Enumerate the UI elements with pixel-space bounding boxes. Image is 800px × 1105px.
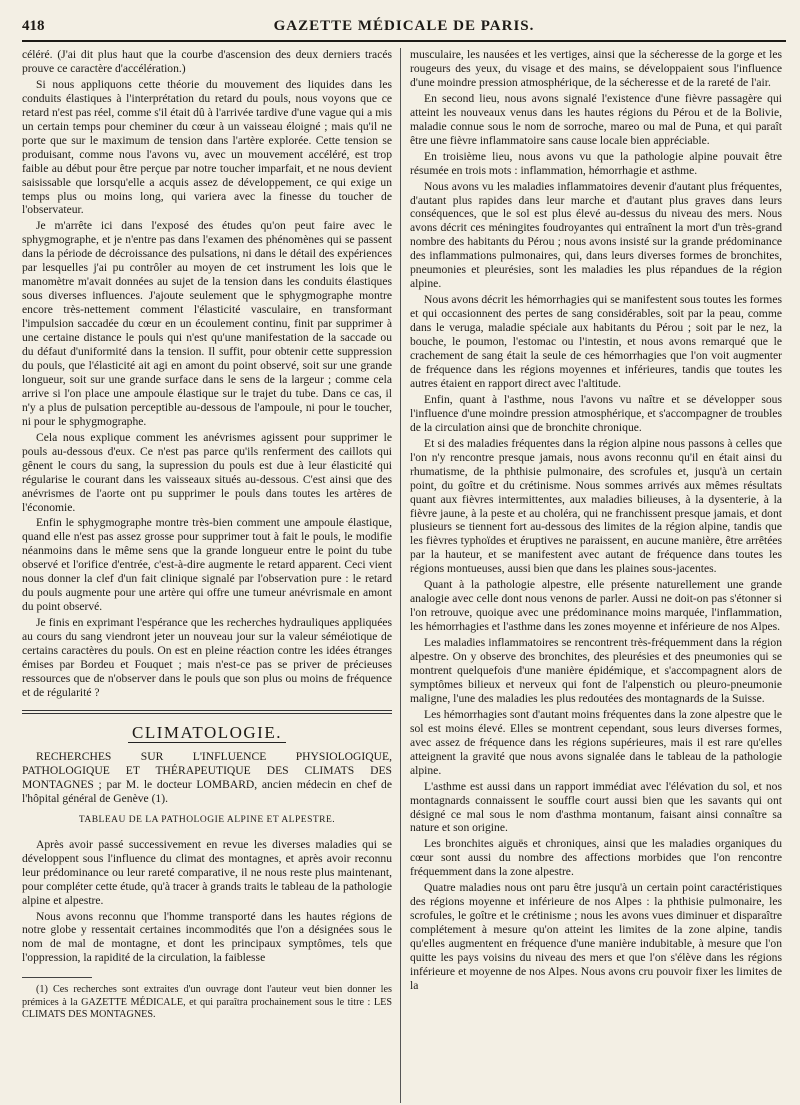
paragraph: En second lieu, nous avons signalé l'existence d'une fièvre passagère qui atteint les nouveaux venus dans les hautes régions du Pérou et de la Bolivie, maladie connue sous le nom de sorroche, mareo ou mal de Puna, et qui paraît être une fièvre inflammatoire sans cause locale bien appréciable.	[410, 91, 782, 147]
page-number: 418	[22, 18, 45, 34]
footnote-divider	[22, 977, 92, 978]
paragraph: Je finis en exprimant l'espérance que les recherches hydrauliques appliquées au cours du sang viendront jeter un nouveau jour sur la valeur séméiotique de certains caractères du pouls. On est en pleine réaction contre les idées étranges émises par Bordeu et Fouquet ; mais n'est-ce pas se priver de précieuses ressources que de n'observer dans le pouls que son plus ou moins de fréquence et de régularité ?	[22, 616, 392, 699]
section-divider	[22, 710, 392, 714]
paragraph: Je m'arrête ici dans l'exposé des études qu'on peut faire avec le sphygmographe, et je n'entre pas dans l'examen des phénomènes qui se passent dans la période de décroissance des pulsations, ni dans le détail des expériences par lesquelles j'ai pu contrôler au moyen de cet instrument les lois que le manomètre m'avait données au sujet de la tension dans les conduits élastiques sous diverses influences. J'ajoute seulement que le sphygmographe montre encore très-nettement comment l'élasticité vasculaire, en transformant l'impulsion saccadée du cœur en un écoulement continu, finit par supprimer à une certaine distance le pouls qui n'est qu'une manifestation de la saccade ou du défaut d'uniformité dans la tension. Il suffit, pour obtenir cette suppression du pouls, que l'élasticité ait agi en amont du point observé, soit sur une grande longueur, soit sur une grande surface dans le sens de la largeur ; comme cela arrive si l'on place une ampoule élastique sur le trajet du tube. Dans ce cas, il n'y a plus de pulsation perceptible au-dessous de l'ampoule, ni pour le toucher, ni pour le sphygmographe.	[22, 219, 392, 428]
paragraph: musculaire, les nausées et les vertiges, ainsi que la sécheresse de la gorge et les rougeurs des yeux, du visage et des mains, se développaient sous l'influence d'une moindre pression atmosphérique, de la sécheresse et de la rareté de l'air.	[410, 48, 782, 89]
paragraph: céléré. (J'ai dit plus haut que la courbe d'ascension des deux derniers tracés prouve ce caractère d'accélération.)	[22, 48, 392, 75]
paragraph: Enfin, quant à l'asthme, nous l'avons vu naître et se développer sous l'influence d'une moindre pression atmosphérique, et s'accompagner de troubles de la circulation ainsi que de bronchite chronique.	[410, 392, 782, 434]
paragraph: Et si des maladies fréquentes dans la région alpine nous passons à celles que l'on n'y rencontre presque jamais, nous avons reconnu qu'il en était ainsi du rhumatisme, de la phthisie pulmonaire, des scrofules et, jusqu'à un certain point, du goître et du crétinisme. Nous sommes arrivés aux mêmes résultats quant aux fièvres intermittentes, aux maladies bilieuses, à la dysenterie, à la fièvre jaune, à la peste et au choléra, qui ne franchissent presque jamais, et dont plusieurs se tiennent fort au-dessous des limites de la région alpine, tandis que les fièvres typhoïdes et éruptives ne paraissent, en aucune manière, être arrêtées par la hauteur, et se manifestent avec autant de fréquence dans toutes les régions montueuses, aussi bien que dans les plaines sous-jacentes.	[410, 436, 782, 576]
paragraph: Nous avons reconnu que l'homme transporté dans les hautes régions de notre globe y ressentait certaines incommodités que l'on a désignées sous le nom de mal de montagne, et dont les principaux symptômes, tels que l'oppression, la rapidité de la circulation, la faiblesse	[22, 909, 392, 965]
article-heading: RECHERCHES SUR L'INFLUENCE PHYSIOLOGIQUE, PATHOLOGIQUE ET THÉRAPEUTIQUE DES CLIMATS DES MONTAGNES ; par M. le docteur LOMBARD, ancien médecin en chef de l'hôpital général de Genève (1).	[22, 749, 392, 805]
paragraph: Les maladies inflammatoires se rencontrent très-fréquemment dans la région alpestre. On y observe des bronchites, des pleurésies et des pneumonies qui se montrent quelquefois d'une manière épidémique, et s'accompagnent alors de symptômes bilieux et nerveux qui font de l'alpenstich ou pleuro-pneumonie maligne, l'une des maladies les plus redoutées des montagnards de la Suisse.	[410, 636, 782, 705]
paragraph: Les hémorrhagies sont d'autant moins fréquentes dans la zone alpestre que le sol est moins élevé. Elles se montrent cependant, sous leurs diverses formes, avec assez de fréquence dans les régions supérieures, mais il est rare qu'elles atteignent la gravité que nous avons signalée dans le tableau de la pathologie alpine.	[410, 707, 782, 777]
paragraph: Enfin le sphygmographe montre très-bien comment une ampoule élastique, quand elle n'est pas assez grosse pour supprimer tout à fait le pouls, le modifie néanmoins dans le même sens que la grande longueur entre le point du tube observé et l'orifice d'entrée, c'est-à-dire augmente le retard apparent. Ceci vient nous donner la clef d'un fait clinique signalé par l'observation pure : le retard du pouls augmente pour une artère qui offre une tumeur anévrismale en amont du point observé.	[22, 516, 392, 614]
paragraph: Après avoir passé successivement en revue les diverses maladies qui se développent sous l'influence du climat des montagnes, et après avoir reconnu leur prédominance ou leur rareté comparative, il ne nous reste plus maintenant, pour compléter cette étude, qu'à tracer à grands traits le tableau de la pathologie alpine et alpestre.	[22, 837, 392, 907]
paragraph: Nous avons décrit les hémorrhagies qui se manifestent sous toutes les formes et qui occasionnent des pertes de sang considérables, soit par la peau, comme dans le veruga, maladie spéciale aux habitants du Pérou ; soit par le nez, la bouche, le poumon, l'estomac ou l'intestin, et nous avons remarqué que le crachement de sang était la seule de ces hémorrhagies que l'on voit augmenter de fréquence dans les régions moyennes et inférieures, tandis que toutes les autres étaient en rapport direct avec l'altitude.	[410, 293, 782, 390]
paragraph: Les bronchites aiguës et chroniques, ainsi que les maladies organiques du cœur sont aussi du nombre des affections morbides que l'on rencontre fréquemment dans la zone alpestre.	[410, 837, 782, 879]
section-title-text: CLIMATOLOGIE.	[128, 723, 286, 743]
paragraph: Quatre maladies nous ont paru être jusqu'à un certain point caractéristiques des régions moyenne et inférieure de nos Alpes : la phthisie pulmonaire, les scrofules, le goître et le crétinisme ; nous les avons vues diminuer et disparaître complétement à mesure qu'on atteint les limites de la zone alpine, tandis qu'elles augmentent en fréquence d'une manière indubitable, à mesure que l'on quitte les pays voisins du niveau des mers et que l'on s'élève dans les régions inférieure et moyenne de nos Alpes. Nous avons cru pouvoir fixer les limites de la	[410, 881, 782, 992]
section-title	[22, 722, 392, 742]
paragraph: Quant à la pathologie alpestre, elle présente naturellement une grande analogie avec celle dont nous venons de parler. Aussi ne doit-on pas s'étonner si l'on retrouve, quoique avec une prédominance moins marquée, l'inflammation, les hémorrhagies et l'asthme dans les zones moyenne et inférieure de nos Alpes.	[410, 578, 782, 634]
footnote: (1) Ces recherches sont extraites d'un ouvrage dont l'auteur veut bien donner les prémices à la GAZETTE MÉDICALE, et qui paraîtra prochainement sous le titre : LES CLIMATS DES MONTAGNES.	[22, 984, 392, 1021]
paragraph: Si nous appliquons cette théorie du mouvement des liquides dans les conduits élastiques à l'interprétation du retard du pouls, nous voyons que ce retard n'est pas réel, comme s'il était dû à l'arrivée tardive d'une vague qui a mis un certain temps pour cheminer du cœur à un vaisseau éloigné ; mais qu'il ne porte que sur le maximum de tension dans l'artère explorée. Cette tension se produisant, comme nous l'avons vu, avec un mouvement accéléré, est trop faible au début pour être perçue par notre toucher imparfait, et ne nous devient saisissable que lorsqu'elle a acquis assez de développement, ce qui exige un temps plus ou moins long, qui variera avec la finesse du toucher de l'observateur.	[22, 77, 392, 217]
right-column	[410, 48, 782, 1100]
paragraph: L'asthme est aussi dans un rapport immédiat avec l'élévation du sol, et nos montagnards connaissent le souffle court aussi bien que les savants qui ont désigné ce mal sous le nom d'asthma montanum, faisant ainsi connaître sa nature et son origine.	[410, 779, 782, 835]
paragraph: En troisième lieu, nous avons vu que la pathologie alpine pouvait être résumée en trois mots : inflammation, hémorrhagie et asthme.	[410, 149, 782, 177]
column-rule	[400, 48, 401, 1103]
page-header	[22, 12, 786, 42]
journal-title: GAZETTE MÉDICALE DE PARIS.	[273, 18, 535, 34]
paragraph: Cela nous explique comment les anévrismes agissent pour supprimer le pouls au-dessous d'eux. Ce n'est pas parce qu'ils renferment des caillots qui gênent le cours du sang, la supression du pouls est due à leur élasticité qui régularise le courant dans les vaisseaux situés au-dessous. C'est ainsi que des anévrismes de l'aorte ont pu supprimer le pouls dans toutes les artères de l'économie.	[22, 430, 392, 514]
article-subheading: TABLEAU DE LA PATHOLOGIE ALPINE ET ALPESTRE.	[78, 814, 336, 825]
paragraph: Nous avons vu les maladies inflammatoires devenir d'autant plus fréquentes, d'autant plus rapides dans leur marche et d'autant plus graves dans leurs conséquences, que le sol est plus élevé au-dessus du niveau des mers. Nous avons décrit ces méningites foudroyantes qui entraînent la mort d'un très-grand nombre des habitants du Pérou ; nous avons insisté sur la grande prédominance des inflammations pulmonaires, qui, dans leurs diverses formes de bronchites, pneumonies et pleurésies, sont les maladies les plus répandues de la région alpine.	[410, 179, 782, 291]
left-column	[22, 48, 392, 1098]
